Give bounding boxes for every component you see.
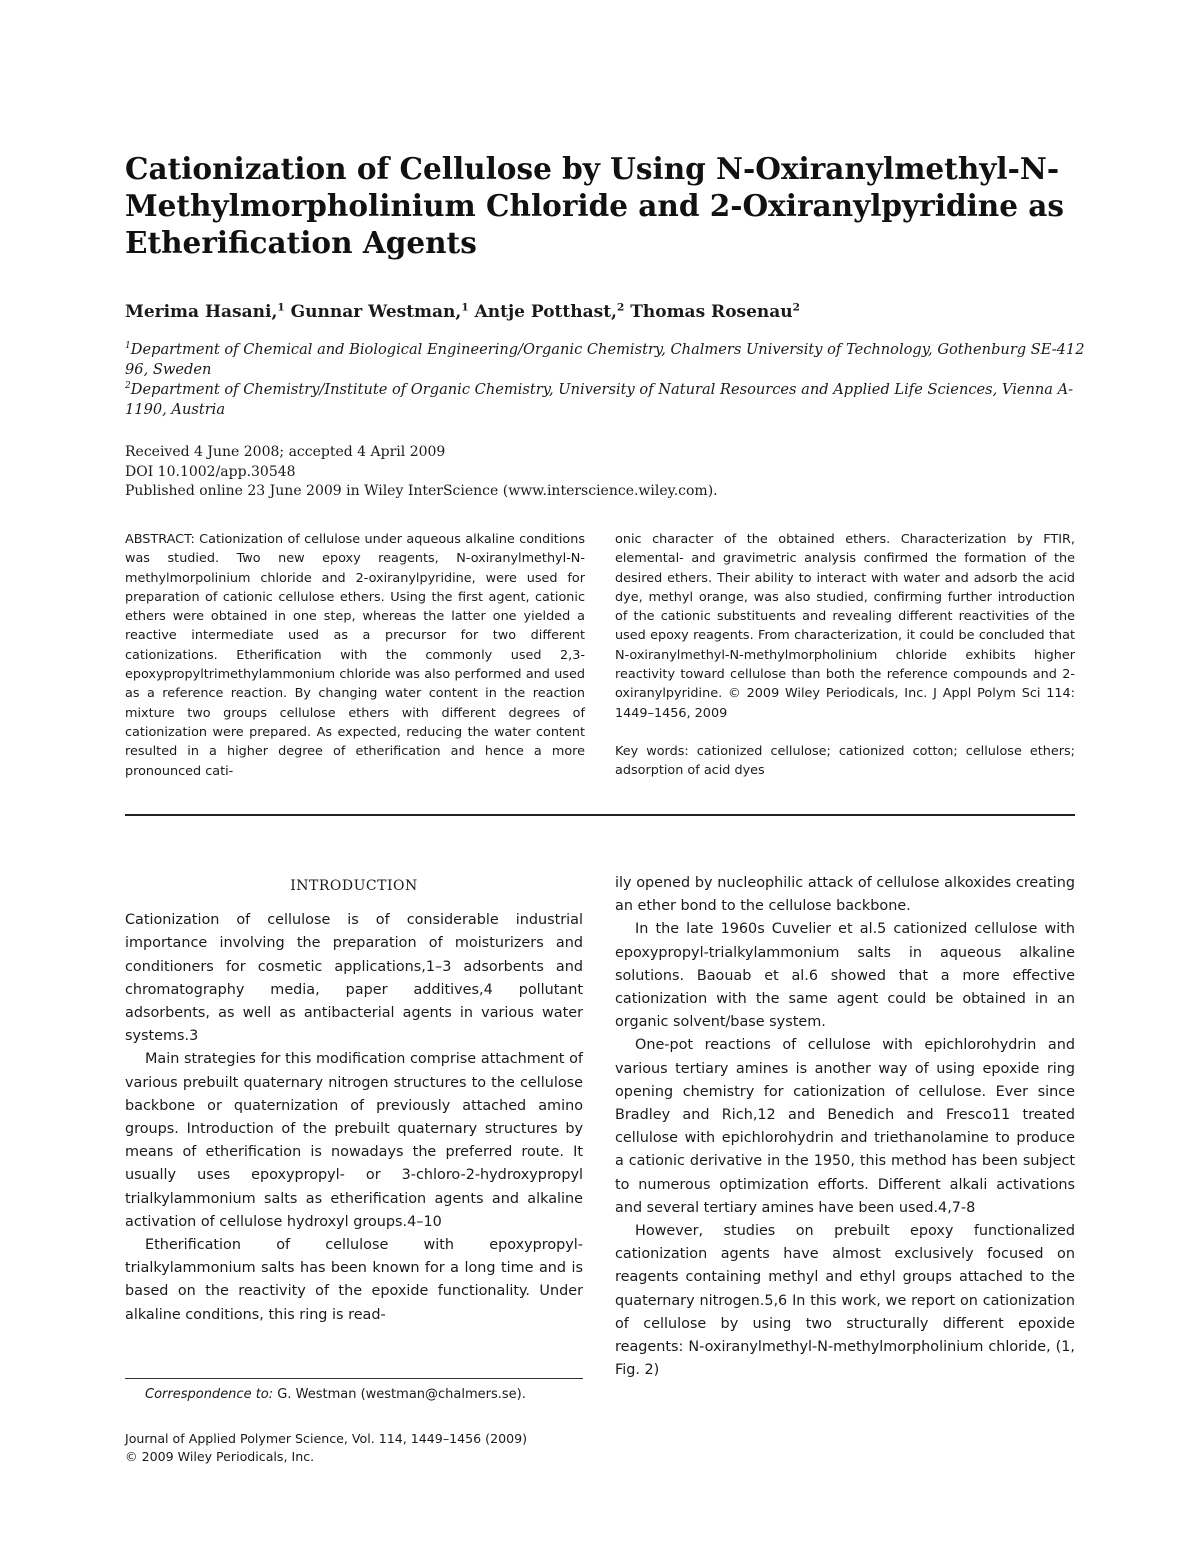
abstract-text — [125, 530, 585, 781]
author-affiliation-mark: 2 — [616, 301, 625, 314]
affiliation — [125, 340, 1085, 380]
body-left-column — [125, 872, 583, 1327]
author-affiliation-mark: 1 — [277, 301, 285, 314]
keywords — [615, 742, 1075, 781]
correspondence-text: G. Westman (westman@chalmers.se). — [277, 1387, 526, 1402]
body-right-column — [615, 872, 1075, 1382]
author-affiliation-mark: 1 — [461, 301, 469, 314]
journal-info — [125, 1430, 583, 1466]
paragraph: Cationization of cellulose is of considerable industrial importance involving the preparation of moisturizers and conditioners for cosmetic applications,1–3 adsorbents and chromatography media, paper additives,4 pollutant adsorbents, as well as antibacterial agents in various water systems.3 — [125, 912, 583, 1045]
author-list — [125, 300, 1085, 324]
paragraph: In the late 1960s Cuvelier et al.5 cationized cellulose with epoxypropyl-trialkylammonium salts in aqueous alkaline solutions. Baouab et al.6 showed that a more effective cationization with the same agent could be obtained in an organic solvent/base system. — [615, 921, 1075, 1031]
article-title: Cationization of Cellulose by Using N-Oxiranylmethyl-N-Methylmorpholinium Chloride and 2-Oxiranylpyridine as Etherification Agents — [125, 151, 1064, 260]
paragraph: Etherification of cellulose with epoxypropyl-trialkylammonium salts has been known for a long time and is based on the reactivity of the epoxide functionality. Under alkaline conditions, this ring is read- — [125, 1237, 583, 1323]
author-name: Antje Potthast, — [474, 302, 617, 322]
author-name: Gunnar Westman, — [290, 302, 462, 322]
paragraph: One-pot reactions of cellulose with epichlorohydrin and various tertiary amines is another way of using epoxide ring opening chemistry for cationization of cellulose. Ever since Bradley and Rich,12 and Benedich and Fresco11 treated cellulose with epichlorohydrin and triethanolamine to produce a cationic derivative in the 1950, this method has been subject to numerous optimization efforts. Different alkali activations and several tertiary amines have been used.4,7-8 — [615, 1037, 1075, 1216]
publication-history — [125, 443, 1085, 502]
affiliation-text: Department of Chemistry/Institute of Organic Chemistry, University of Natural Resources and Applied Life Sciences, Vienna A-1190, Austria — [125, 381, 1074, 418]
affiliation-number: 1 — [125, 341, 131, 352]
section-divider — [125, 814, 1075, 816]
footnote-divider — [125, 1378, 583, 1379]
doi: DOI 10.1002/app.30548 — [125, 463, 296, 480]
paragraph: However, studies on prebuilt epoxy functionalized cationization agents have almost exclusively focused on reagents containing methyl and ethyl groups attached to the quaternary nitrogen.5,6 In this work, we report on cationization of cellulose by using two structurally different epoxide reagents: N-oxiranylmethyl-N-methylmorpholinium chloride, (1, Fig. 2) — [615, 1223, 1075, 1379]
keywords-list: cationized cellulose; cationized cotton; cellulose ethers; adsorption of acid dyes — [615, 743, 1075, 779]
affiliation-text: Department of Chemical and Biological Engineering/Organic Chemistry, Chalmers University of Technology, Gothenburg SE-412 96, Sweden — [125, 341, 1085, 378]
author-name: Thomas Rosenau — [630, 302, 793, 322]
journal-copyright: © 2009 Wiley Periodicals, Inc. — [125, 1449, 315, 1464]
abstract-right-column — [615, 530, 1075, 781]
section-heading: INTRODUCTION — [290, 878, 418, 894]
author-name: Merima Hasani, — [125, 302, 278, 322]
abstract-text-continued: onic character of the obtained ethers. Characterization by FTIR, elemental- and gravimetric analysis confirmed the formation of the desired ethers. Their ability to interact with water and adsorb the acid dye, methyl orange, was also studied, confirming further introduction of the cationic substituents and revealing different reactivities of the used epoxy reagents. From characterization, it could be concluded that N-oxiranylmethyl-N-methylmorpholinium chloride exhibits higher reactivity toward cellulose than both the reference compounds and 2-oxiranylpyridine. © 2009 Wiley Periodicals, Inc. J Appl Polym Sci 114: 1449–1456, 2009 — [615, 532, 1075, 721]
published-online: Published online 23 June 2009 in Wiley InterScience (www.interscience.wiley.com). — [125, 483, 718, 499]
paragraph: Main strategies for this modification comprise attachment of various prebuilt quaternary nitrogen structures to the cellulose backbone or quaternization of previously attached amino groups. Introduction of the prebuilt quaternary structures by means of etherification is nowadays the preferred route. It usually uses epoxypropyl- or 3-chloro-2-hydroxypropyl trialkylammonium salts as etherification agents and alkaline activation of cellulose hydroxyl groups.4–10 — [125, 1051, 583, 1230]
affiliation-number: 2 — [125, 381, 131, 392]
author-affiliation-mark: 2 — [792, 301, 800, 314]
paragraph: ily opened by nucleophilic attack of cellulose alkoxides creating an ether bond to the cellulose backbone. — [615, 875, 1075, 915]
keywords-label: Key words: — [615, 743, 689, 759]
abstract-body: Cationization of cellulose under aqueous alkaline conditions was studied. Two new epoxy reagents, N-oxiranylmethyl-N-methylmorpolinium chloride and 2-oxiranylpyridine, were used for preparation of cationic cellulose ethers. Using the first agent, cationic ethers were obtained in one step, whereas the latter one yielded a reactive intermediate used as a precursor for two different cationizations. Etherification with the commonly used 2,3-epoxypropyltrimethylammonium chloride was also performed and used as a reference reaction. By changing water content in the reaction mixture two groups cellulose ethers with different degrees of cationization were prepared. As expected, reducing the water content resulted in a higher degree of etherification and hence a more pronounced cati- — [125, 532, 585, 779]
received-date: Received 4 June 2008; accepted 4 April 2009 — [125, 444, 446, 460]
abstract-label: ABSTRACT: — [125, 532, 195, 547]
correspondence-footnote — [125, 1385, 583, 1404]
affiliations — [125, 340, 1085, 420]
abstract-left-column — [125, 530, 585, 781]
affiliation — [125, 380, 1085, 420]
journal-citation: Journal of Applied Polymer Science, Vol. 114, 1449–1456 (2009) — [125, 1431, 528, 1446]
correspondence-label: Correspondence to: — [145, 1387, 274, 1402]
